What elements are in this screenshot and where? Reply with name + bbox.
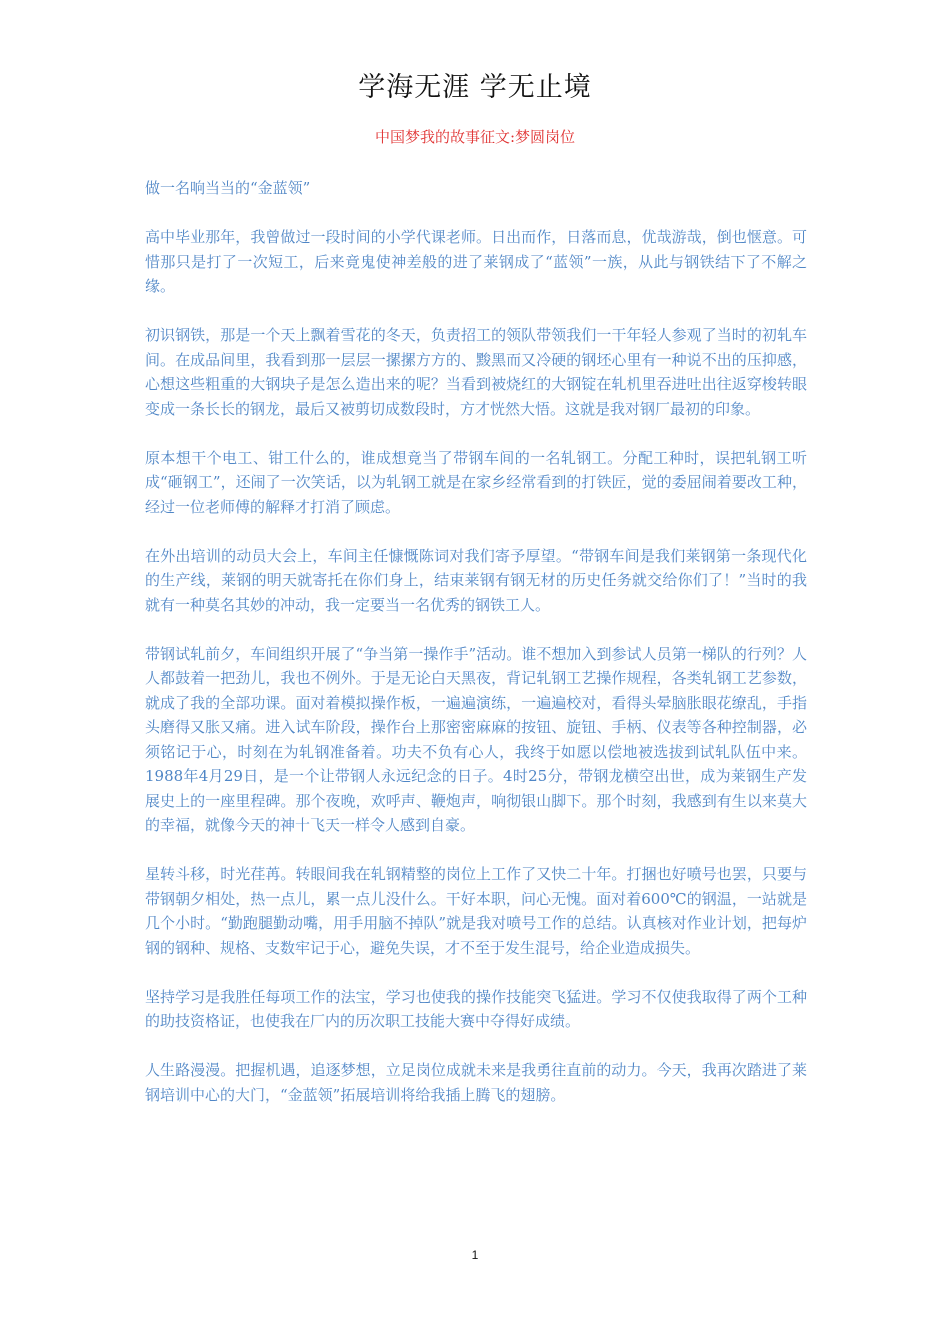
body-paragraph: 人生路漫漫。把握机遇，追逐梦想，立足岗位成就未来是我勇往直前的动力。今天，我再次踏进了莱钢培训中心的大门，“金蓝领”拓展培训将给我插上腾飞的翅膀。 [145,1061,807,1104]
body-paragraph: 初识钢铁，那是一个天上飘着雪花的冬天，负责招工的领队带领我们一干年轻人参观了当时的初轧车间。在成品间里，我看到那一层层一摞摞方方的、黢黑而又冷硬的钢坯心里有一种说不出的压抑感，心想这些粗重的大钢块子是怎么造出来的呢？当看到被烧红的大钢锭在轧机里吞进吐出往返穿梭转眼变成一条长长的钢龙，最后又被剪切成数段时，方才恍然大悟。这就是我对钢厂最初的印象。 [145,326,807,418]
body-paragraph: 原本想干个电工、钳工什么的，谁成想竟当了带钢车间的一名轧钢工。分配工种时，误把轧钢工听成“砸钢工”，还闹了一次笑话，以为轧钢工就是在家乡经常看到的打铁匠，觉的委屈闹着要改工种，经过一位老师傅的解释才打消了顾虑。 [145,448,807,516]
body-paragraph: 在外出培训的动员大会上，车间主任慷慨陈词对我们寄予厚望。“带钢车间是我们莱钢第一条现代化的生产线，莱钢的明天就寄托在你们身上，结束莱钢有钢无材的历史任务就交给你们了！”当时的我就有一种莫名其妙的冲动，我一定要当一名优秀的钢铁工人。 [145,546,807,614]
document-body [145,176,807,1132]
document-subtitle: 中国梦我的故事征文:梦圆岗位 [374,128,576,146]
body-paragraph: 带钢试轧前夕，车间组织开展了“争当第一操作手”活动。谁不想加入到参试人员第一梯队的行列？人人都鼓着一把劲儿，我也不例外。于是无论白天黑夜，背记轧钢工艺操作规程，各类轧钢工艺参数，就成了我的全部功课。面对着模拟操作板，一遍遍演练，一遍遍校对，看得头晕脑胀眼花缭乱，手指头磨得又胀又痛。进入试车阶段，操作台上那密密麻麻的按钮、旋钮、手柄、仪表等各种控制器，必须铭记于心，时刻在为轧钢准备着。功夫不负有心人，我终于如愿以偿地被选拔到试轧队伍中来。1988年4月29日，是一个让带钢人永远纪念的日子。4时25分，带钢龙横空出世，成为莱钢生产发展史上的一座里程碑。那个夜晚，欢呼声、鞭炮声，响彻银山脚下。那个时刻，我感到有生以来莫大的幸福，就像今天的神十飞天一样令人感到自豪。 [145,644,807,834]
page-number: 1 [471,1248,479,1262]
body-paragraph-heading: 做一名响当当的“金蓝领” [145,179,311,197]
body-paragraph: 高中毕业那年，我曾做过一段时间的小学代课老师。日出而作，日落而息，优哉游哉，倒也惬意。可惜那只是打了一次短工，后来竟鬼使神差般的进了莱钢成了“蓝领”一族，从此与钢铁结下了不解之缘。 [145,228,807,295]
body-paragraph: 星转斗移，时光荏苒。转眼间我在轧钢精整的岗位上工作了又快二十年。打捆也好喷号也罢，只要与带钢朝夕相处，热一点儿，累一点儿没什么。干好本职，问心无愧。面对着600℃的钢温，一站就是几个小时。“勤跑腿勤动嘴，用手用脑不掉队”就是我对喷号工作的总结。认真核对作业计划，把每炉钢的钢种、规格、支数牢记于心，避免失误，才不至于发生混号，给企业造成损失。 [145,865,807,957]
body-paragraph: 坚持学习是我胜任每项工作的法宝，学习也使我的操作技能突飞猛进。学习不仅使我取得了两个工种的助技资格证，也使我在厂内的历次职工技能大赛中夺得好成绩。 [145,987,807,1030]
document-title: 学海无涯 学无止境 [358,72,592,103]
